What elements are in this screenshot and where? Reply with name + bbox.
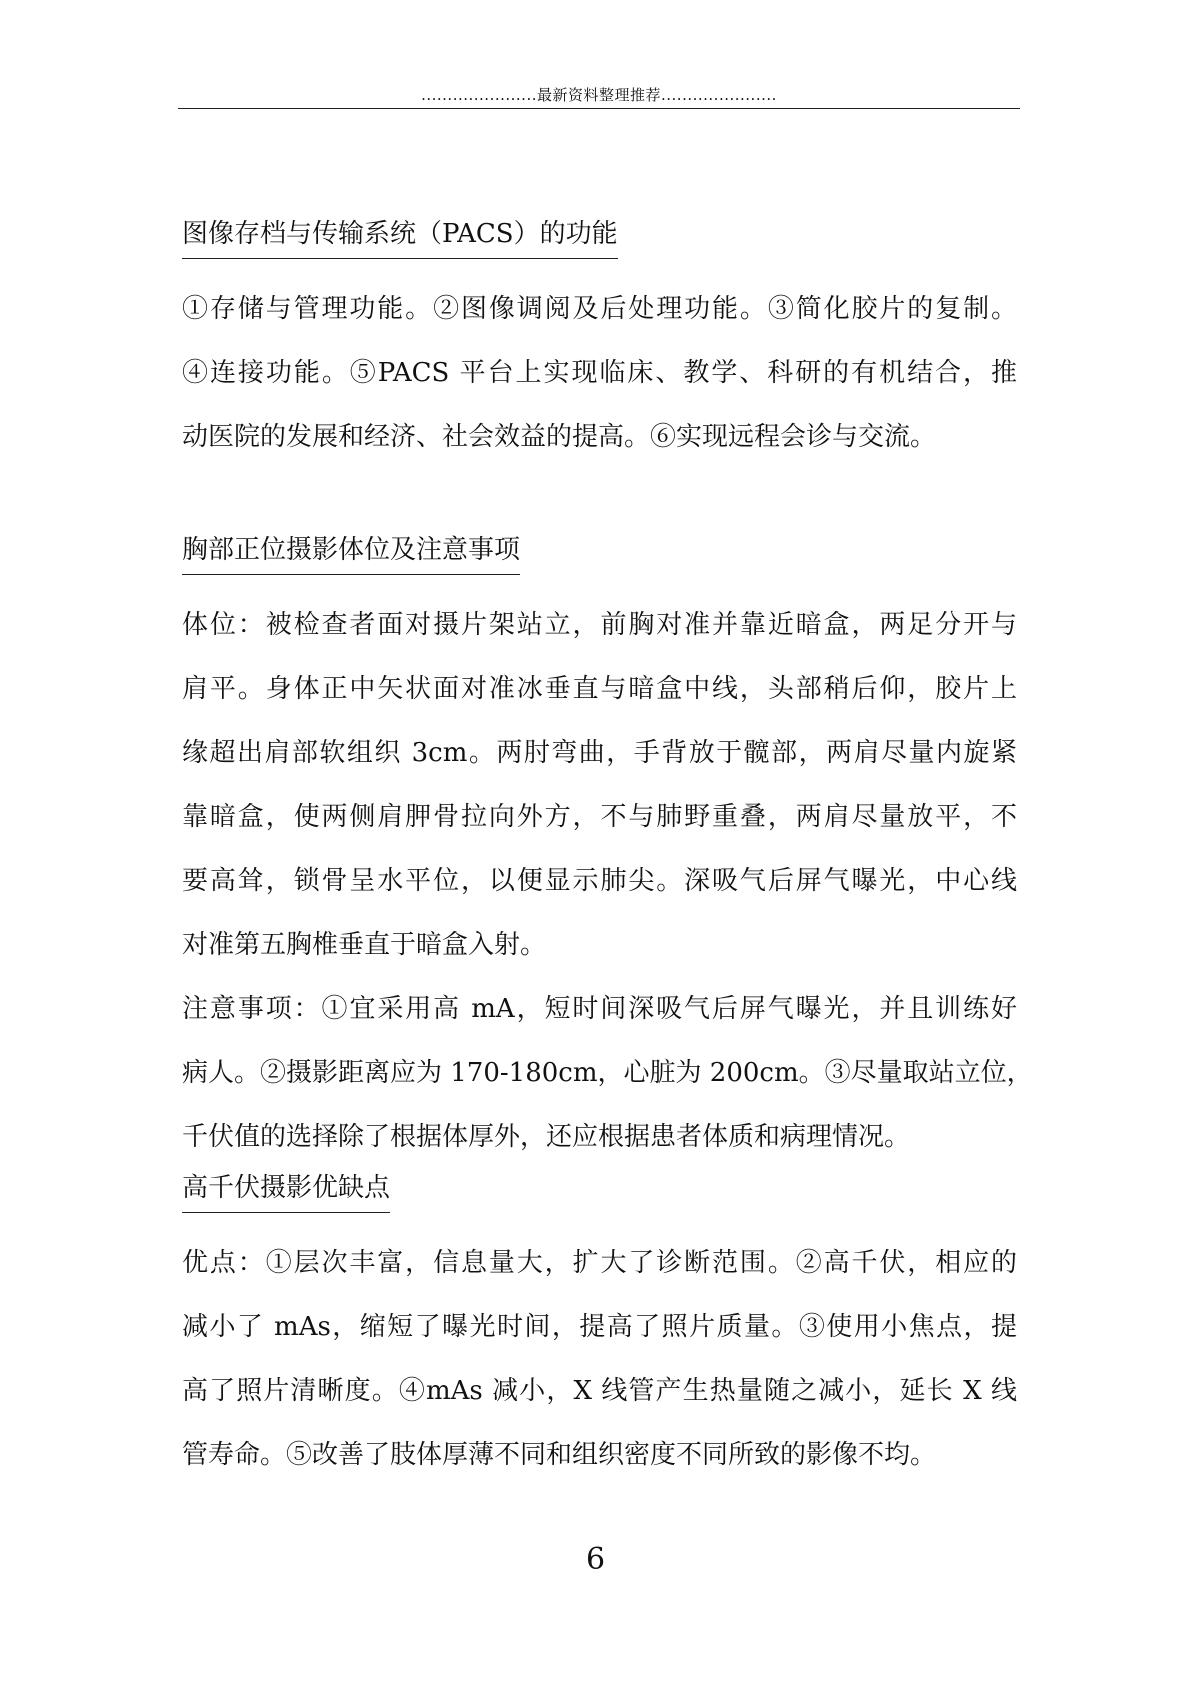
paragraph-line: 病人。②摄影距离应为 170-180cm，心脏为 200cm。③尽量取站立位， — [182, 1058, 1033, 1088]
paragraph-line: ①存储与管理功能。②图像调阅及后处理功能。③简化胶片的复制。 — [182, 294, 1017, 324]
paragraph-line: ④连接功能。⑤PACS 平台上实现临床、教学、科研的有机结合，推 — [182, 358, 1017, 388]
paragraph-line: 肩平。身体正中矢状面对准冰垂直与暗盒中线，头部稍后仰，胶片上 — [182, 674, 1017, 704]
page-header: ......................最新资料整理推荐...................... — [178, 83, 1020, 109]
section-high-kv-pros-cons — [182, 1168, 1017, 1487]
paragraph-line: 要高耸，锁骨呈水平位，以便显示肺尖。深吸气后屏气曝光，中心线 — [182, 866, 1017, 896]
paragraph-line: 千伏值的选择除了根据体厚外，还应根据患者体质和病理情况。 — [182, 1122, 911, 1152]
section-heading: 高千伏摄影优缺点 — [182, 1168, 390, 1213]
paragraph-line: 缘超出肩部软组织 3cm。两肘弯曲，手背放于髋部，两肩尽量内旋紧 — [182, 738, 1017, 768]
paragraph-line: 管寿命。⑤改善了肢体厚薄不同和组织密度不同所致的影像不均。 — [182, 1440, 937, 1470]
paragraph-line: 靠暗盒，使两侧肩胛骨拉向外方，不与肺野重叠，两肩尽量放平，不 — [182, 802, 1017, 832]
paragraph-line: 对准第五胸椎垂直于暗盒入射。 — [182, 930, 547, 960]
section-chest-pa-positioning — [182, 530, 1033, 1169]
paragraph-line: 减小了 mAs，缩短了曝光时间，提高了照片质量。③使用小焦点，提 — [182, 1312, 1017, 1342]
paragraph-line: 体位：被检查者面对摄片架站立，前胸对准并靠近暗盒，两足分开与 — [182, 610, 1017, 640]
page-number: 6 — [585, 1542, 606, 1577]
section-pacs-functions — [182, 214, 1017, 469]
section-heading: 图像存档与传输系统（PACS）的功能 — [182, 214, 618, 259]
section-heading: 胸部正位摄影体位及注意事项 — [182, 530, 520, 575]
paragraph-line: 注意事项：①宜采用高 mA，短时间深吸气后屏气曝光，并且训练好 — [182, 994, 1017, 1024]
paragraph-line: 动医院的发展和经济、社会效益的提高。⑥实现远程会诊与交流。 — [182, 422, 937, 452]
paragraph-line: 优点：①层次丰富，信息量大，扩大了诊断范围。②高千伏，相应的 — [182, 1248, 1017, 1278]
paragraph-line: 高了照片清晰度。④mAs 减小，X 线管产生热量随之减小，延长 X 线 — [182, 1376, 1017, 1406]
